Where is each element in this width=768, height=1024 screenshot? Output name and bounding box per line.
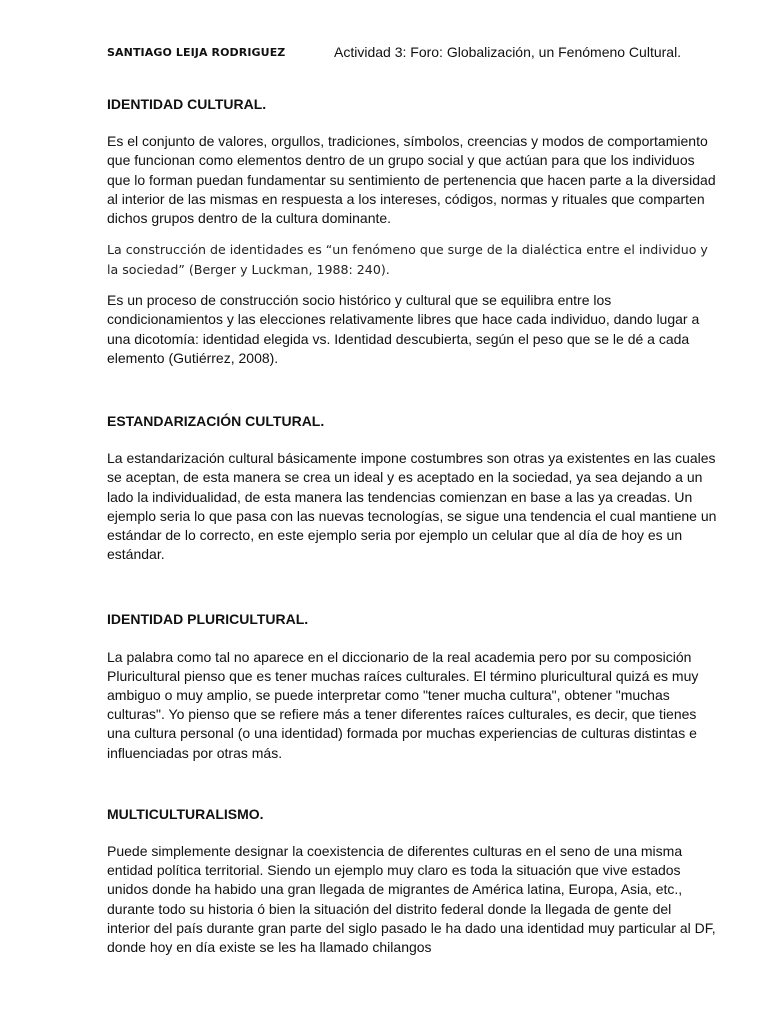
activity-title: Actividad 3: Foro: Globalización, un Fenómeno Cultural. <box>334 44 682 60</box>
section-heading-multiculturalismo: MULTICULTURALISMO. <box>107 805 264 822</box>
document-body <box>107 95 717 969</box>
paragraph: La palabra como tal no aparece en el diccionario de la real academia pero por su composición Pluricultural pienso que es tener muchas raíces culturales. El término pluricultural quizá es muy ambiguo o muy amplio, se puede interpretar como "tener mucha cultura", obtener "muchas culturas". Yo pienso que se refiere más a tener diferentes raíces culturales, es decir, que tienes una cultura personal (o una identidad) formada por muchas experiencias de culturas distintas e influenciadas por otras más. <box>107 648 699 761</box>
section-heading-identidad-cultural: IDENTIDAD CULTURAL. <box>107 96 267 112</box>
section-heading-identidad-pluricultural: IDENTIDAD PLURICULTURAL. <box>107 611 309 628</box>
paragraph-citation: La construcción de identidades es “un fenómeno que surge de la dialéctica entre el individuo y la sociedad” (Berger y Luckman, 1988: 240). <box>107 242 708 277</box>
paragraph: Puede simplemente designar la coexistencia de diferentes culturas en el seno de una misma entidad política territorial. Siendo un ejemplo muy claro es toda la situación que vive estados unidos donde ha habido una gran llegada de migrantes de América latina, Europa, Asia, etc., durante todo su historia ó bien la situación del distrito federal donde la llegada de gente del interior del país durante gran parte del siglo pasado le ha dado una identidad muy particular al DF, donde hoy en día existe se les ha llamado chilangos <box>107 843 716 956</box>
author-name: SANTIAGO LEIJA RODRIGUEZ <box>107 46 286 59</box>
section-heading-estandarizacion-cultural: ESTANDARIZACIÓN CULTURAL. <box>107 413 325 430</box>
paragraph: La estandarización cultural básicamente impone costumbres son otras ya existentes en las cuales se aceptan, de esta manera se crea un ideal y es aceptado en la sociedad, ya sea dejando a un lado la individualidad, de esta manera las tendencias comienzan en base a las ya creadas. Un ejemplo seria lo que pasa con las nuevas tecnologías, se sigue una tendencia el cual mantiene un estándar de lo correcto, en este ejemplo seria por ejemplo un celular que al día de hoy es un estándar. <box>107 450 717 563</box>
paragraph: Es el conjunto de valores, orgullos, tradiciones, símbolos, creencias y modos de comportamiento que funcionan como elementos dentro de un grupo social y que actúan para que los individuos que lo forman puedan fundamentar su sentimiento de pertenencia que hacen parte a la diversidad al interior de las mismas en respuesta a los intereses, códigos, normas y rituales que comparten dichos grupos dentro de la cultura dominante. <box>107 133 716 227</box>
paragraph: Es un proceso de construcción socio histórico y cultural que se equilibra entre los condicionamientos y las elecciones relativamente libres que hace cada individuo, dando lugar a una dicotomía: identidad elegida vs. Identidad descubierta, según el peso que se le dé a cada elemento (Gutiérrez, 2008). <box>107 292 700 366</box>
